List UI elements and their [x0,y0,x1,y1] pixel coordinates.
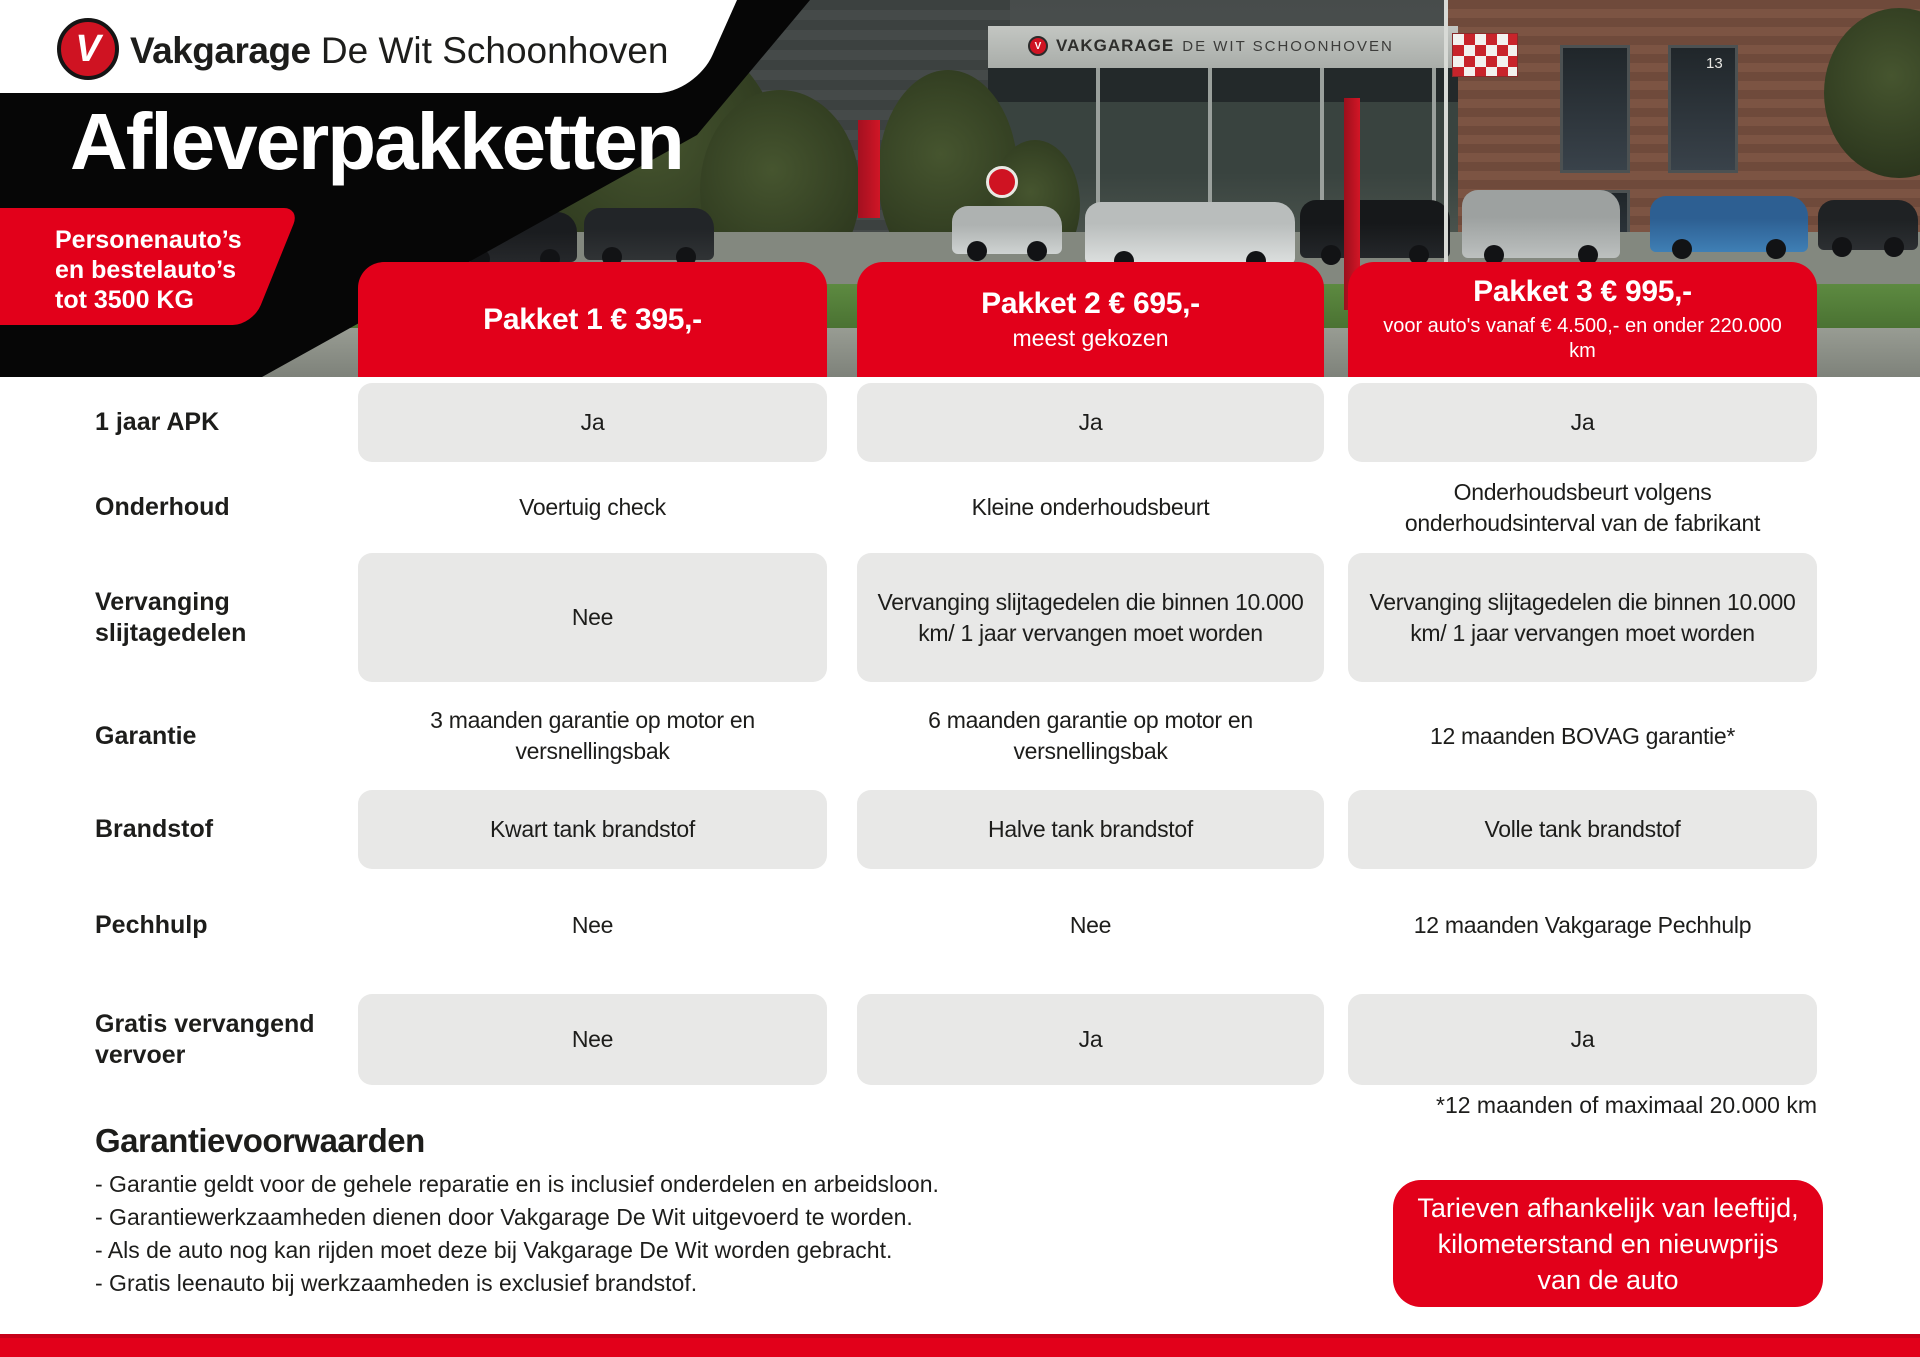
row-label-onderhoud: Onderhoud [95,493,230,521]
row-label-brandstof: Brandstof [95,815,214,843]
warranty-footnote: *12 maanden of maximaal 20.000 km [1436,1092,1817,1118]
cell-slijtagedelen-p3: Vervanging slijtagedelen die binnen 10.000 km/ 1 jaar vervangen moet worden [1348,553,1817,682]
photo-car [952,206,1062,254]
warranty-item-3: - Als de auto nog kan rijden moet deze bij Vakgarage De Wit worden gebracht. [95,1237,893,1263]
row-label-apk: 1 jaar APK [95,408,220,436]
photo-window [1668,45,1738,173]
dealer-name-location: De Wit Schoonhoven [310,30,669,71]
checkered-flag-icon [1452,33,1518,77]
table-row-slijtagedelen [0,553,1920,682]
row-label-slijtagedelen: Vervanging slijtagedelen [95,587,247,647]
cell-garantie-p1: 3 maanden garantie op motor en versnellingsbak [430,707,755,764]
photo-car [1818,200,1918,250]
warranty-heading: Garantievoorwaarden [95,1122,425,1159]
photo-car [1650,196,1808,252]
cell-onderhoud-p1: Voertuig check [519,494,666,520]
cell-garantie-p3: 12 maanden BOVAG garantie* [1429,722,1736,749]
cell-brandstof-p1: Kwart tank brandstof [358,790,827,869]
warranty-item-2: - Garantiewerkzaamheden dienen door Vakgarage De Wit uitgevoerd te worden. [95,1204,913,1230]
vakgarage-logo-icon [57,18,119,80]
table-row-pechhulp [0,869,1920,981]
cell-garantie-p2: 6 maanden garantie op motor en versnellingsbak [928,707,1253,764]
photo-flagpole [1444,0,1448,300]
table-row-vervangend-vervoer [0,994,1920,1085]
cell-brandstof-p2: Halve tank brandstof [857,790,1324,869]
photo-car [1085,202,1295,264]
house-number: 13 [1706,55,1723,72]
package-1-title: Pakket 1 € 395,- [483,302,702,336]
package-header-2 [857,262,1324,377]
cell-vervoer-p3: Ja [1348,994,1817,1085]
table-row-brandstof [0,790,1920,869]
page-title: Afleverpakketten [70,97,683,186]
warranty-item-1: - Garantie geldt voor de gehele reparatie en is inclusief onderdelen en arbeidsloon. [95,1171,939,1197]
photo-car [1300,200,1450,258]
cell-apk-p1: Ja [358,383,827,462]
pricing-note-line-3: van de auto [1537,1264,1679,1295]
building-sign-name: DE WIT SCHOONHOVEN [1182,37,1394,55]
warranty-item-4: - Gratis leenauto bij werkzaamheden is exclusief brandstof. [95,1270,698,1296]
row-label-pechhulp: Pechhulp [95,910,208,939]
audience-banner [0,208,300,325]
row-label-vervangend-vervoer: Gratis vervangend vervoer [95,1009,315,1069]
photo-wall-banner [858,120,880,218]
cell-onderhoud-p3: Onderhoudsbeurt volgens onderhoudsinterval van de fabrikant [1404,478,1761,536]
table-row-garantie [0,682,1920,790]
audience-banner-text [0,208,300,315]
cell-vervoer-p2: Ja [857,994,1324,1085]
dealer-name [130,30,669,72]
bottom-red-bar [0,1334,1920,1357]
cell-vervoer-p1: Nee [358,994,827,1085]
cell-slijtagedelen-p1: Nee [358,553,827,682]
vakgarage-roundel-icon [986,166,1018,198]
vakgarage-logo-icon: V [1028,36,1048,56]
package-header-3 [1348,262,1817,377]
pricing-note-box [1393,1180,1823,1307]
package-3-title: Pakket 3 € 995,- [1473,275,1692,308]
package-3-subtitle: voor auto's vanaf € 4.500,- en onder 220.000 km [1383,315,1782,362]
audience-line-1: Personenauto’s [54,226,242,254]
photo-car [1462,190,1620,258]
photo-window [1560,45,1630,173]
package-2-title: Pakket 2 € 695,- [981,287,1200,320]
row-label-garantie: Garantie [95,721,197,750]
cell-onderhoud-p2: Kleine onderhoudsbeurt [971,494,1210,520]
table-row-onderhoud [0,462,1920,553]
audience-line-2: en bestelauto’s [55,256,237,284]
logo-letter: V [75,28,101,70]
cell-apk-p3: Ja [1348,383,1817,462]
cell-pechhulp-p1: Nee [571,911,614,938]
dealer-name-brand: Vakgarage [130,30,311,71]
cell-apk-p2: Ja [857,383,1324,462]
pricing-note-line-1: Tarieven afhankelijk van leeftijd, [1417,1192,1799,1223]
package-header-1 [358,262,827,377]
photo-car [584,208,714,260]
building-sign [1028,36,1394,56]
cell-pechhulp-p3: 12 maanden Vakgarage Pechhulp [1413,911,1752,938]
building-sign-brand: VAKGARAGE [1056,36,1175,55]
cell-slijtagedelen-p2: Vervanging slijtagedelen die binnen 10.000 km/ 1 jaar vervangen moet worden [857,553,1324,682]
cell-pechhulp-p2: Nee [1069,911,1112,938]
package-2-subtitle: meest gekozen [1012,325,1169,351]
pricing-note-line-2: kilometerstand en nieuwprijs [1437,1228,1779,1259]
audience-line-3: tot 3500 KG [54,286,194,314]
table-row-apk [0,383,1920,462]
warranty-list [95,1168,939,1300]
cell-brandstof-p3: Volle tank brandstof [1348,790,1817,869]
